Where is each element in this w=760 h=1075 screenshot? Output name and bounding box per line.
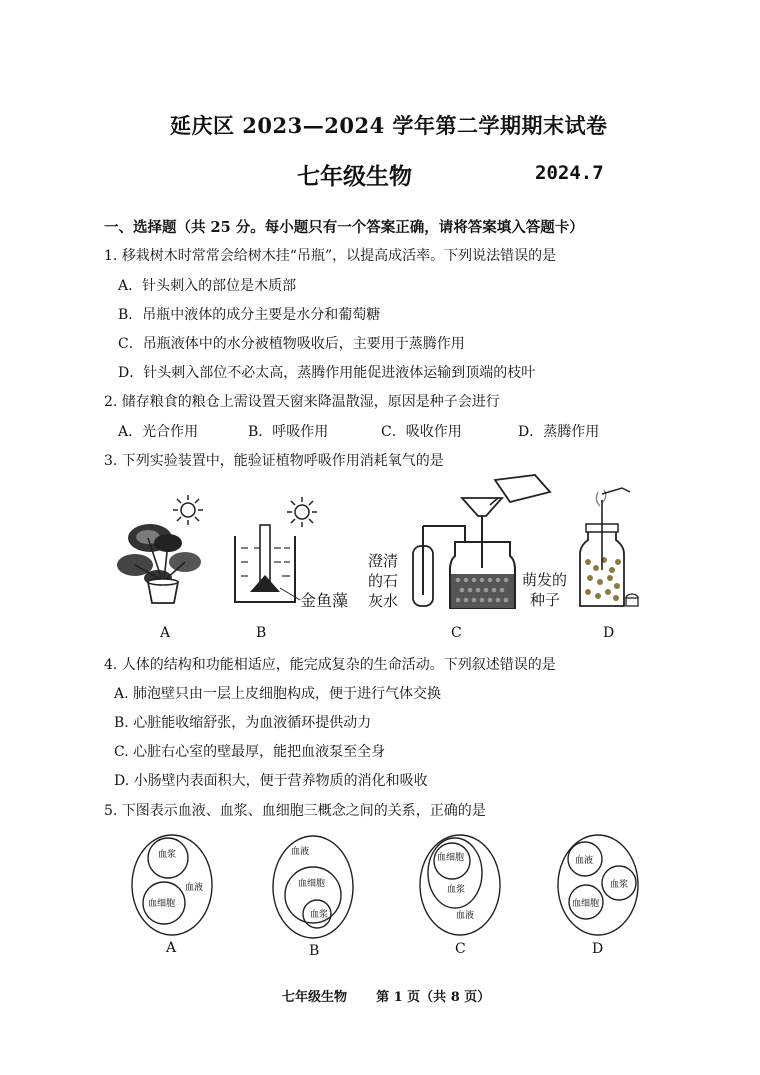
venn-a-blood: 血液	[185, 883, 204, 893]
label-seeds-2: 种子	[530, 591, 561, 609]
q5-stem: 5. 下图表示血液、血浆、血细胞三概念之间的关系，正确的是	[104, 803, 486, 819]
label-limewater-1: 澄清	[368, 552, 399, 570]
apparatus-c-flask	[368, 475, 567, 610]
q4-option-b: B. 心脏能收缩舒张，为血液循环提供动力	[114, 715, 372, 731]
q1-option-d: D．针头刺入部位不必太高，蒸腾作用能促进液体运输到顶端的枝叶	[118, 365, 536, 381]
q3-stem: 3. 下列实验装置中，能验证植物呼吸作用消耗氧气的是	[104, 453, 444, 469]
venn-c-cells: 血细胞	[437, 853, 465, 863]
sun-icon	[173, 495, 203, 525]
footer-subject: 七年级生物	[282, 990, 348, 1005]
apparatus-a-potted-plant	[117, 495, 203, 603]
q3-apparatus-figure	[110, 470, 670, 620]
apparatus-d-jar	[580, 488, 638, 606]
q1-option-c: C．吊瓶液体中的水分被植物吸收后，主要用于蒸腾作用	[118, 336, 465, 352]
exam-date: 2024.7	[535, 162, 604, 184]
q5-caption-b: B	[309, 943, 320, 959]
venn-d-plasma: 血浆	[610, 880, 629, 890]
q2-stem: 2. 储存粮食的粮仓上需设置天窗来降温散湿，原因是种子会进行	[104, 394, 500, 410]
venn-c-plasma: 血浆	[447, 885, 466, 895]
q1-option-b: B．吊瓶中液体的成分主要是水分和葡萄糖	[118, 307, 381, 323]
exam-subject: 七年级生物	[297, 163, 412, 190]
q2-option-c: C．吸收作用	[381, 424, 462, 440]
exam-title: 延庆区 2023—2024 学年第二学期期末试卷	[170, 113, 608, 138]
label-limewater-3: 灰水	[368, 592, 399, 610]
label-seeds-1: 萌发的	[522, 571, 568, 589]
q3-caption-a: A	[160, 625, 171, 641]
q1-option-a: A．针头刺入的部位是木质部	[118, 278, 297, 294]
apparatus-b-beaker	[235, 497, 348, 610]
q4-option-c: C. 心脏右心室的壁最厚，能把血液泵至全身	[114, 744, 386, 760]
section-heading: 一、选择题（共 25 分。每小题只有一个答案正确，请将答案填入答题卡）	[104, 219, 584, 236]
q5-caption-a: A	[166, 940, 177, 956]
sun-icon	[287, 497, 317, 527]
venn-b-blood: 血液	[291, 847, 310, 857]
q5-venn-diagrams	[120, 828, 660, 968]
venn-b-plasma: 血浆	[310, 910, 329, 920]
q3-caption-b: B	[256, 625, 267, 641]
q2-option-d: D．蒸腾作用	[518, 424, 600, 440]
venn-a-cells: 血细胞	[148, 899, 176, 909]
q5-caption-c: C	[455, 941, 466, 957]
q3-caption-c: C	[451, 625, 462, 641]
q4-option-a: A. 肺泡壁只由一层上皮细胞构成，便于进行气体交换	[114, 686, 442, 702]
venn-c-blood: 血液	[456, 911, 475, 921]
venn-d-blood: 血液	[575, 856, 594, 866]
footer-page-number: 第 1 页（共 8 页）	[376, 990, 491, 1005]
q3-caption-d: D	[603, 625, 615, 641]
q1-stem: 1. 移栽树木时常常会给树木挂“吊瓶”，以提高成活率。下列说法错误的是	[104, 248, 557, 264]
q2-option-a: A．光合作用	[118, 424, 199, 440]
q5-caption-d: D	[592, 941, 604, 957]
q4-option-d: D. 小肠壁内表面积大，便于营养物质的消化和吸收	[114, 773, 428, 789]
page-footer	[282, 986, 490, 1005]
venn-d-cells: 血细胞	[572, 899, 600, 909]
label-goldfish-weed: 金鱼藻	[300, 591, 349, 610]
q2-option-b: B．呼吸作用	[248, 424, 329, 440]
venn-a-plasma: 血浆	[158, 850, 177, 860]
label-limewater-2: 的石	[368, 572, 399, 590]
venn-b-cells: 血细胞	[298, 879, 326, 889]
q4-stem: 4. 人体的结构和功能相适应，能完成复杂的生命活动。下列叙述错误的是	[104, 657, 556, 673]
